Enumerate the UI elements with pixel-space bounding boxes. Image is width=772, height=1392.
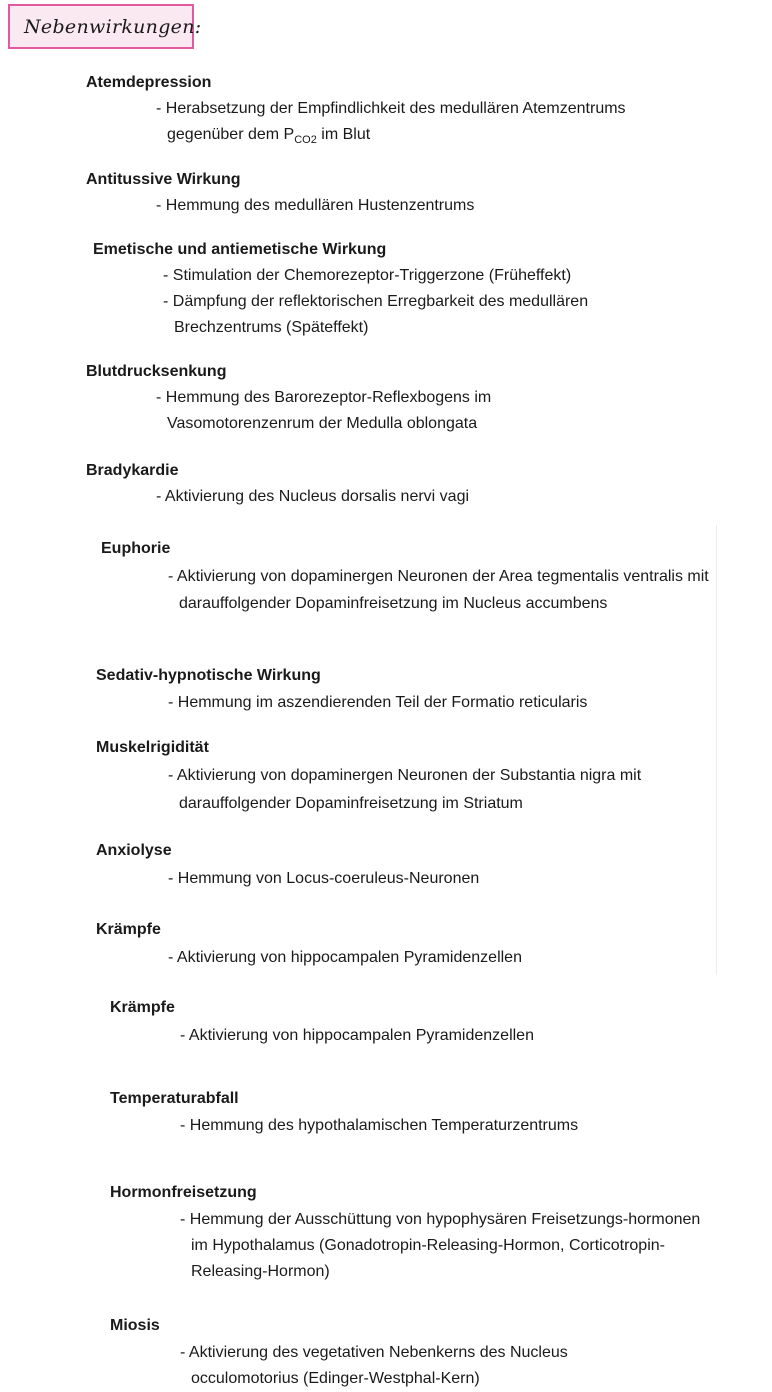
section-kraempfe (96, 920, 716, 971)
section-item: - Hemmung der Ausschüttung von hypophysären Freisetzungs-hormonen im Hypothalamus (Gonadotropin-Releasing-Hormon, Corticotropin-Releasing-Hormon) (180, 1211, 701, 1280)
section-sedativ (96, 666, 716, 716)
section-heading: Blutdrucksenkung (86, 363, 227, 380)
section-heading: Hormonfreisetzung (110, 1184, 257, 1201)
section-item: - Hemmung des hypothalamischen Temperaturzentrums (180, 1117, 579, 1134)
item-text-suffix: im Blut (316, 126, 371, 143)
section-miosis (110, 1316, 730, 1392)
page-title: Nebenwirkungen: (24, 15, 202, 38)
section-muskelrigiditaet (96, 738, 716, 818)
vertical-divider (716, 525, 717, 975)
section-item: - Aktivierung von hippocampalen Pyramidenzellen (168, 949, 522, 966)
section-item: - Stimulation der Chemorezeptor-Triggerzone (Früheffekt) (163, 267, 572, 284)
section-blutdrucksenkung (86, 362, 686, 437)
section-emetisch (93, 240, 693, 341)
title-box (8, 4, 202, 49)
section-heading: Bradykardie (86, 462, 179, 479)
section-item: - Hemmung von Locus-coeruleus-Neuronen (168, 870, 480, 887)
section-item: - Aktivierung von hippocampalen Pyramidenzellen (180, 1027, 534, 1044)
section-bradykardie (86, 461, 686, 510)
section-item: - Aktivierung von dopaminergen Neuronen der Area tegmentalis ventralis mit darauffolgender Dopaminfreisetzung im Nucleus accumbens (168, 568, 709, 612)
section-heading: Muskelrigidität (96, 739, 209, 756)
subscript-co2: CO2 (294, 134, 317, 146)
section-item: - Dämpfung der reflektorischen Erregbarkeit des medullären Brechzentrums (Späteffekt) (163, 293, 589, 336)
section-heading: Euphorie (101, 540, 171, 557)
section-item: - Aktivierung von dopaminergen Neuronen der Substantia nigra mit darauffolgender Dopaminfreisetzung im Striatum (168, 767, 642, 812)
section-item: - Aktivierung des vegetativen Nebenkerns des Nucleus occulomotorius (Edinger-Westphal-Kern) (180, 1344, 568, 1387)
section-heading: Antitussive Wirkung (86, 171, 241, 188)
section-heading: Anxiolyse (96, 842, 172, 859)
section-anxiolyse (96, 841, 716, 892)
section-atemdepression (86, 73, 686, 148)
section-heading: Sedativ-hypnotische Wirkung (96, 667, 321, 684)
section-temperaturabfall (110, 1089, 730, 1139)
section-item (156, 96, 687, 148)
section-heading: Atemdepression (86, 74, 212, 91)
section-antitussive (86, 170, 686, 219)
section-heading: Emetische und antiemetische Wirkung (93, 241, 387, 258)
section-heading: Krämpfe (110, 999, 175, 1016)
section-heading: Krämpfe (96, 921, 161, 938)
section-item: - Hemmung des Barorezeptor-Reflexbogens im Vasomotorenzenrum der Medulla oblongata (156, 389, 492, 432)
section-hormonfreisetzung (110, 1183, 730, 1285)
section-item: - Hemmung im aszendierenden Teil der Formatio reticularis (168, 694, 588, 711)
section-heading: Temperaturabfall (110, 1090, 239, 1107)
section-kraempfe-2 (110, 998, 730, 1049)
section-heading: Miosis (110, 1317, 160, 1334)
item-text-prefix: - Herabsetzung der Empfindlichkeit des medullären Atemzentrums gegenüber dem P (156, 100, 626, 143)
section-item: - Hemmung des medullären Hustenzentrums (156, 197, 475, 214)
section-euphorie (101, 539, 721, 617)
section-item: - Aktivierung des Nucleus dorsalis nervi vagi (156, 488, 470, 505)
